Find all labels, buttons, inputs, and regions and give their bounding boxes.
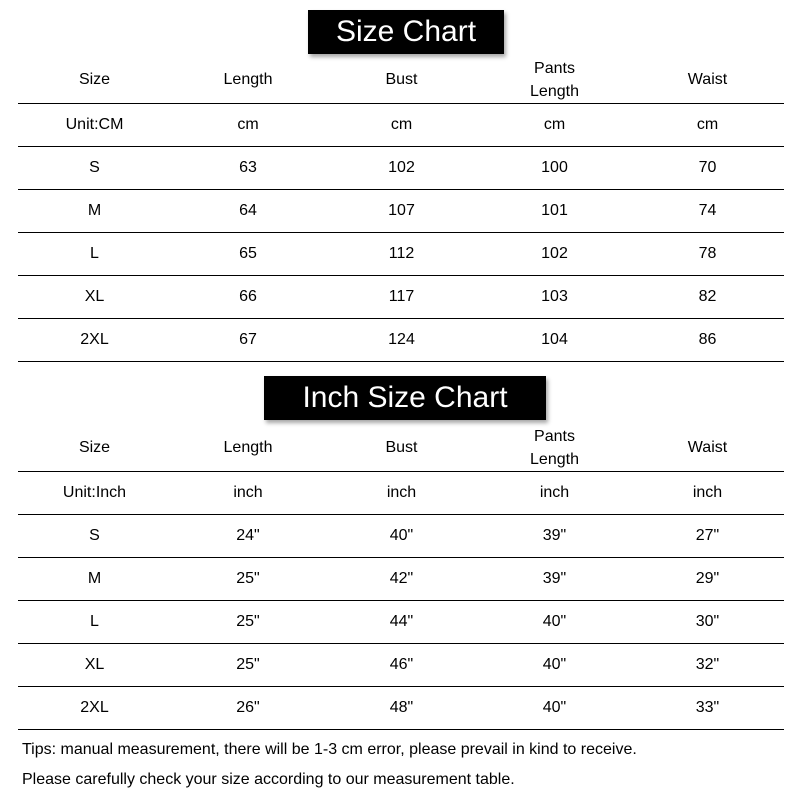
size-cell: M: [18, 558, 171, 601]
bust-cell: 42": [325, 558, 478, 601]
table-row: [18, 515, 784, 558]
header-waist: Waist: [631, 56, 784, 104]
waist-cell: 82: [631, 276, 784, 319]
waist-cell: 74: [631, 190, 784, 233]
inch-size-chart-title: Inch Size Chart: [264, 376, 546, 420]
header-pants-length: Pants Length: [478, 424, 631, 472]
header-pants-length: Pants Length: [478, 56, 631, 104]
waist-cell: 86: [631, 319, 784, 362]
tips-line-1: Tips: manual measurement, there will be 1-3 cm error, please prevail in kind to receive.: [22, 741, 637, 758]
size-cell: S: [18, 147, 171, 190]
pants-length-cell: 101: [478, 190, 631, 233]
table-header-row: [18, 56, 784, 104]
table-row: [18, 276, 784, 319]
bust-cell: 112: [325, 233, 478, 276]
length-cell: 66: [171, 276, 325, 319]
waist-cell: 70: [631, 147, 784, 190]
waist-cell: 33": [631, 687, 784, 730]
pants-length-cell: 39": [478, 515, 631, 558]
size-cell: M: [18, 190, 171, 233]
length-cell: 24": [171, 515, 325, 558]
header-bust: Bust: [325, 424, 478, 472]
unit-cell: inch: [171, 472, 325, 515]
length-cell: 64: [171, 190, 325, 233]
size-chart-title: Size Chart: [308, 10, 504, 54]
inch-size-table: [18, 424, 784, 730]
length-cell: 25": [171, 601, 325, 644]
waist-cell: 78: [631, 233, 784, 276]
header-size: Size: [18, 56, 171, 104]
length-cell: 65: [171, 233, 325, 276]
unit-cell: Unit:Inch: [18, 472, 171, 515]
tips-line-2: Please carefully check your size according to our measurement table.: [22, 771, 515, 788]
header-size: Size: [18, 424, 171, 472]
unit-cell: cm: [171, 104, 325, 147]
table-header-row: [18, 424, 784, 472]
table-row: [18, 319, 784, 362]
pants-length-cell: 39": [478, 558, 631, 601]
table-row: [18, 233, 784, 276]
unit-cell: cm: [325, 104, 478, 147]
cm-size-table: [18, 56, 784, 362]
bust-cell: 44": [325, 601, 478, 644]
bust-cell: 48": [325, 687, 478, 730]
length-cell: 25": [171, 644, 325, 687]
waist-cell: 29": [631, 558, 784, 601]
pants-length-cell: 104: [478, 319, 631, 362]
length-cell: 67: [171, 319, 325, 362]
header-length: Length: [171, 424, 325, 472]
length-cell: 26": [171, 687, 325, 730]
pants-length-cell: 102: [478, 233, 631, 276]
unit-cell: inch: [325, 472, 478, 515]
size-cell: 2XL: [18, 687, 171, 730]
table-row: [18, 190, 784, 233]
table-row: [18, 601, 784, 644]
pants-length-cell: 40": [478, 644, 631, 687]
unit-cell: inch: [631, 472, 784, 515]
header-waist: Waist: [631, 424, 784, 472]
size-cell: XL: [18, 644, 171, 687]
table-row: [18, 644, 784, 687]
length-cell: 63: [171, 147, 325, 190]
size-cell: S: [18, 515, 171, 558]
waist-cell: 30": [631, 601, 784, 644]
size-cell: 2XL: [18, 319, 171, 362]
unit-cell: cm: [478, 104, 631, 147]
bust-cell: 107: [325, 190, 478, 233]
bust-cell: 102: [325, 147, 478, 190]
size-cell: L: [18, 601, 171, 644]
header-bust: Bust: [325, 56, 478, 104]
bust-cell: 46": [325, 644, 478, 687]
table-row: [18, 687, 784, 730]
waist-cell: 32": [631, 644, 784, 687]
pants-length-cell: 100: [478, 147, 631, 190]
waist-cell: 27": [631, 515, 784, 558]
size-cell: L: [18, 233, 171, 276]
unit-row: [18, 472, 784, 515]
pants-length-cell: 40": [478, 601, 631, 644]
table-row: [18, 558, 784, 601]
unit-cell: Unit:CM: [18, 104, 171, 147]
size-cell: XL: [18, 276, 171, 319]
unit-cell: inch: [478, 472, 631, 515]
length-cell: 25": [171, 558, 325, 601]
pants-length-cell: 103: [478, 276, 631, 319]
unit-row: [18, 104, 784, 147]
unit-cell: cm: [631, 104, 784, 147]
header-length: Length: [171, 56, 325, 104]
pants-length-cell: 40": [478, 687, 631, 730]
table-row: [18, 147, 784, 190]
bust-cell: 117: [325, 276, 478, 319]
bust-cell: 124: [325, 319, 478, 362]
bust-cell: 40": [325, 515, 478, 558]
